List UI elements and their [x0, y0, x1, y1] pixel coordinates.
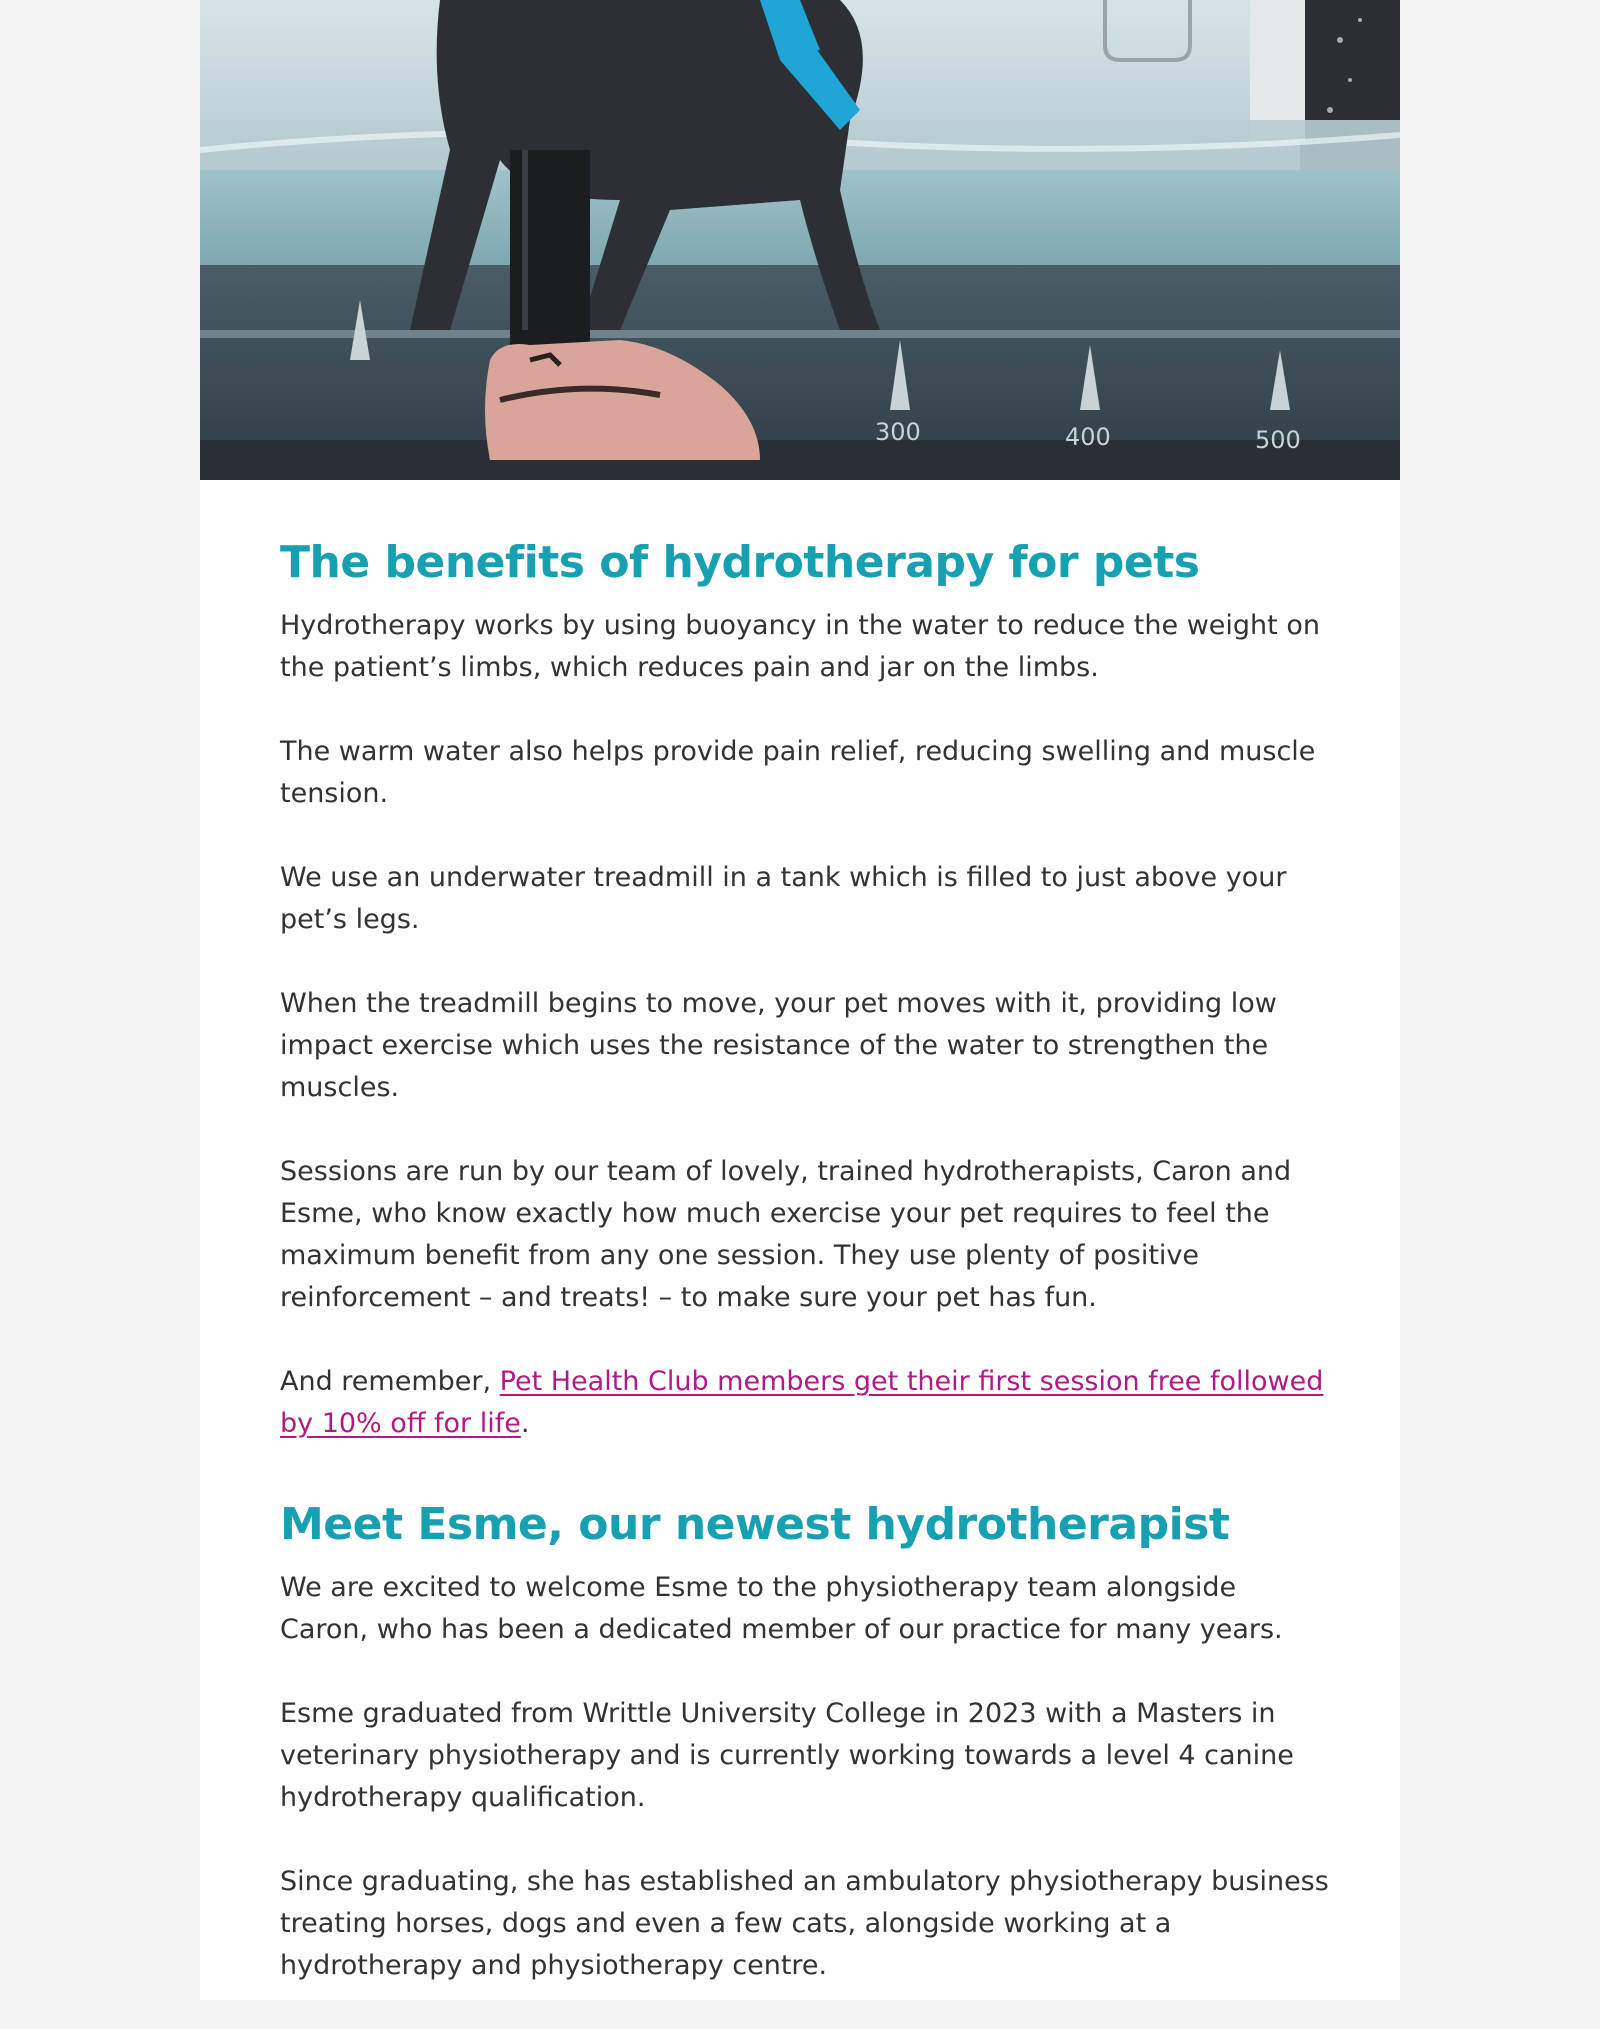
dog-hydrotherapy-treadmill-photo: [200, 0, 1400, 480]
paragraph: The warm water also helps provide pain relief, reducing swelling and muscle tension.: [280, 736, 1316, 809]
scale-mark-400: 400: [1065, 423, 1111, 451]
pet-health-club-link[interactable]: Pet Health Club members get their first session free followed by 10% off for life: [280, 1366, 1324, 1439]
promo-prefix: And remember,: [280, 1366, 500, 1397]
paragraph: Hydrotherapy works by using buoyancy in the water to reduce the weight on the patient’s limbs, which reduces pain and jar on the limbs.: [280, 610, 1320, 683]
scale-mark-500: 500: [1255, 426, 1301, 454]
paragraph: When the treadmill begins to move, your pet moves with it, providing low impact exercise which uses the resistance of the water to strengthen the muscles.: [280, 988, 1277, 1103]
section-heading-meet-esme: Meet Esme, our newest hydrotherapist: [280, 1499, 1230, 1550]
email-card: [200, 0, 1400, 2000]
article-body: [280, 535, 1330, 2029]
paragraph: We use an underwater treadmill in a tank which is filled to just above your pet’s legs.: [280, 862, 1287, 935]
paragraph: Since graduating, she has established an ambulatory physiotherapy business treating horses, dogs and even a few cats, alongside working at a hydrotherapy and physiotherapy centre.: [280, 1866, 1329, 1981]
scale-mark-300: 300: [875, 418, 921, 446]
promo-paragraph: [280, 1361, 1330, 1445]
hero-image: [200, 0, 1400, 480]
paragraph: Esme graduated from Writtle University College in 2023 with a Masters in veterinary physiotherapy and is currently working towards a level 4 canine hydrotherapy qualification.: [280, 1698, 1294, 1813]
paragraph: We are excited to welcome Esme to the physiotherapy team alongside Caron, who has been a dedicated member of our practice for many years.: [280, 1572, 1283, 1645]
paragraph: Sessions are run by our team of lovely, trained hydrotherapists, Caron and Esme, who know exactly how much exercise your pet requires to feel the maximum benefit from any one session. They use plenty of positive reinforcement – and treats! – to make sure your pet has fun.: [280, 1156, 1292, 1313]
section-heading-benefits: The benefits of hydrotherapy for pets: [280, 537, 1200, 588]
promo-suffix: .: [520, 1408, 530, 1439]
